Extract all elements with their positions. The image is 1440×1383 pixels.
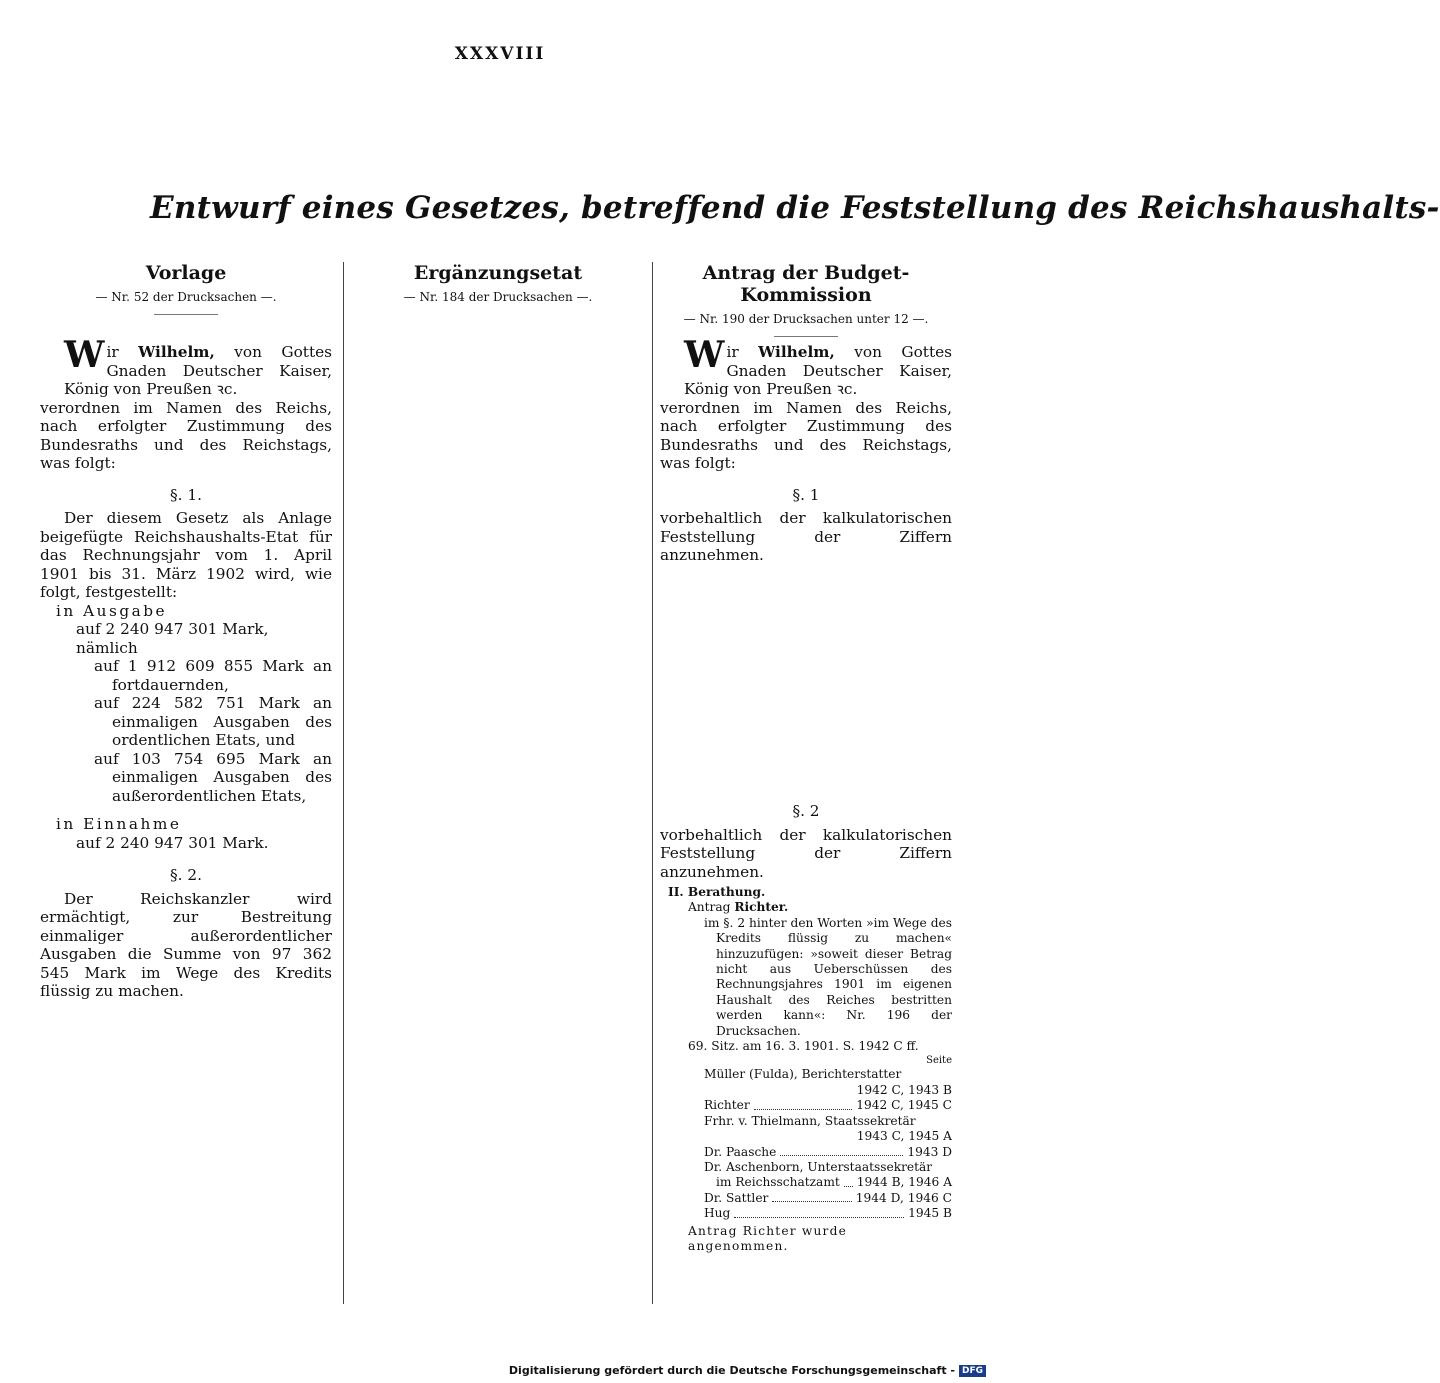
antrag-label: Antrag — [688, 900, 731, 915]
initial-letter: W — [64, 334, 105, 376]
beratung-heading: II. Berathung. — [668, 885, 766, 899]
column-vorlage — [40, 262, 332, 315]
speaker-name: Richter — [704, 1098, 750, 1113]
paragraph-2-text: vorbehaltlich der kalkulatorischen Feststellung der Ziffern anzunehmen. — [660, 825, 952, 881]
speaker-pages: 1945 B — [908, 1206, 952, 1221]
speaker-entry — [704, 1160, 952, 1191]
antrag-line — [660, 900, 952, 915]
speaker-name: Dr. Sattler — [704, 1190, 769, 1205]
paragraph-1-text: Der diesem Gesetz als Anlage beigefügte Reichshaushalts-Etat für das Rechnungsjahr vom 1. April 1901 bis 31. März 1902 wird, wie folgt, festgestellt: — [40, 509, 332, 601]
speaker-pages: 1944 D, 1946 C — [855, 1190, 952, 1205]
preamble-line2: verordnen im Namen des Reichs, nach erfolgter Zustimmung des Bundesraths und des Reichstags, was folgt: — [40, 398, 332, 472]
column-heading: Vorlage — [145, 262, 227, 284]
speaker-name: Frhr. v. Thielmann, Staatssekretär — [704, 1113, 916, 1128]
paragraph-1-heading: §. 1 — [792, 485, 820, 504]
divider — [774, 336, 838, 337]
antrag-text: im §. 2 hinter den Worten »im Wege des Kredits flüssig zu machen« hinzuzufügen: »soweit dieser Betrag nicht aus Ueberschüssen des Rechnungsjahres 1901 im eigenen Haushalt des Reiches bestritten werden kann«: Nr. 196 der Drucksachen. — [704, 915, 952, 1038]
preamble-rest: ir — [726, 343, 739, 361]
speaker-entry — [704, 1067, 952, 1098]
antrag-name: Richter. — [734, 900, 789, 915]
speaker-name: Dr. Paasche — [704, 1144, 777, 1159]
preamble-line1: von Gottes Gnaden Deutscher Kaiser, König von Preußen ꝛc. — [684, 343, 952, 398]
leader-dots — [780, 1145, 903, 1156]
preamble-line2: verordnen im Namen des Reichs, nach erfolgter Zustimmung des Bundesraths und des Reichstags, was folgt: — [660, 398, 952, 472]
kommission-body-top — [660, 334, 952, 565]
speaker-pages: 1944 B, 1946 A — [856, 1175, 952, 1190]
kommission-body-bottom — [660, 802, 952, 1254]
footer — [509, 1364, 986, 1377]
column-divider-right — [652, 262, 653, 1304]
speaker-entry — [704, 1098, 952, 1113]
preamble — [660, 334, 952, 399]
speaker-list — [660, 1067, 952, 1221]
einnahme-total: auf 2 240 947 301 Mark. — [76, 833, 269, 852]
speaker-name-cont: im Reichsschatzamt — [716, 1175, 840, 1190]
preamble-rest: ir — [106, 343, 119, 361]
leader-dots — [772, 1191, 851, 1202]
speaker-pages: 1942 C, 1943 B — [856, 1082, 952, 1097]
page-title: Entwurf eines Gesetzes, betreffend die Feststellung des Reichshaushalts- — [150, 190, 1440, 226]
einnahme-label: in Einnahme — [56, 815, 182, 833]
speaker-pages: 1943 D — [907, 1144, 952, 1159]
sitzung-line: 69. Sitz. am 16. 3. 1901. S. 1942 C ff. — [688, 1039, 919, 1054]
column-budget-kommission — [660, 262, 952, 337]
speaker-entry — [704, 1114, 952, 1145]
ausgabe-item-1: auf 1 912 609 855 Mark an fortdauernden, — [94, 657, 332, 694]
leader-dots — [754, 1098, 853, 1109]
page-number: XXXVIII — [454, 44, 546, 64]
ausgabe-item-3: auf 103 754 695 Mark an einmaligen Ausgaben des außerordentlichen Etats, — [94, 749, 332, 805]
speaker-entry — [704, 1191, 952, 1206]
ausgabe-total: auf 2 240 947 301 Mark, nämlich — [76, 620, 269, 657]
ausgabe-label: in Ausgabe — [56, 601, 168, 620]
paragraph-2-heading: §. 2 — [792, 802, 820, 820]
initial-letter: W — [684, 334, 725, 376]
column-subheading: — Nr. 52 der Drucksachen —. — [95, 290, 277, 304]
preamble-line1: von Gottes Gnaden Deutscher Kaiser, König von Preußen ꝛc. — [64, 343, 332, 398]
speaker-name: Hug — [704, 1206, 731, 1221]
paragraph-2-text: Der Reichskanzler wird ermächtigt, zur Bestreitung einmaliger außerordentlicher Ausgaben die Summe von 97 362 545 Mark im Wege des Kredits flüssig zu machen. — [40, 889, 332, 1000]
seite-label: Seite — [926, 1055, 952, 1067]
column-subheading: — Nr. 184 der Drucksachen —. — [403, 290, 593, 304]
speaker-name: Müller (Fulda), Berichterstatter — [704, 1067, 902, 1082]
column-ergaenzungsetat — [350, 262, 646, 304]
emperor-name: Wilhelm, — [758, 343, 835, 361]
result-line: Antrag Richter wurde angenommen. — [688, 1223, 847, 1253]
column-heading: Antrag der Budget-Kommission — [702, 262, 910, 306]
divider — [154, 314, 218, 315]
preamble — [40, 334, 332, 399]
speaker-entry — [704, 1206, 952, 1221]
dfg-logo: DFG — [959, 1365, 986, 1377]
paragraph-1-text: vorbehaltlich der kalkulatorischen Feststellung der Ziffern anzunehmen. — [660, 509, 952, 564]
paragraph-1-heading: §. 1. — [170, 485, 202, 504]
column-heading: Ergänzungsetat — [413, 262, 583, 284]
leader-dots — [734, 1206, 904, 1217]
emperor-name: Wilhelm, — [138, 343, 215, 361]
speaker-name: Dr. Aschenborn, Unterstaatssekretär — [704, 1159, 933, 1174]
footer-text: Digitalisierung gefördert durch die Deutsche Forschungsgemeinschaft - — [508, 1364, 955, 1377]
column-divider-left — [343, 262, 344, 1304]
ausgabe-item-2: auf 224 582 751 Mark an einmaligen Ausgaben des ordentlichen Etats, und — [94, 694, 332, 749]
vorlage-body — [40, 334, 332, 1001]
column-subheading: — Nr. 190 der Drucksachen unter 12 —. — [683, 312, 929, 326]
leader-dots — [844, 1175, 853, 1186]
paragraph-2-heading: §. 2. — [170, 866, 202, 884]
speaker-entry — [704, 1145, 952, 1160]
speaker-pages: 1943 C, 1945 A — [856, 1129, 952, 1144]
speaker-pages: 1942 C, 1945 C — [856, 1098, 952, 1113]
